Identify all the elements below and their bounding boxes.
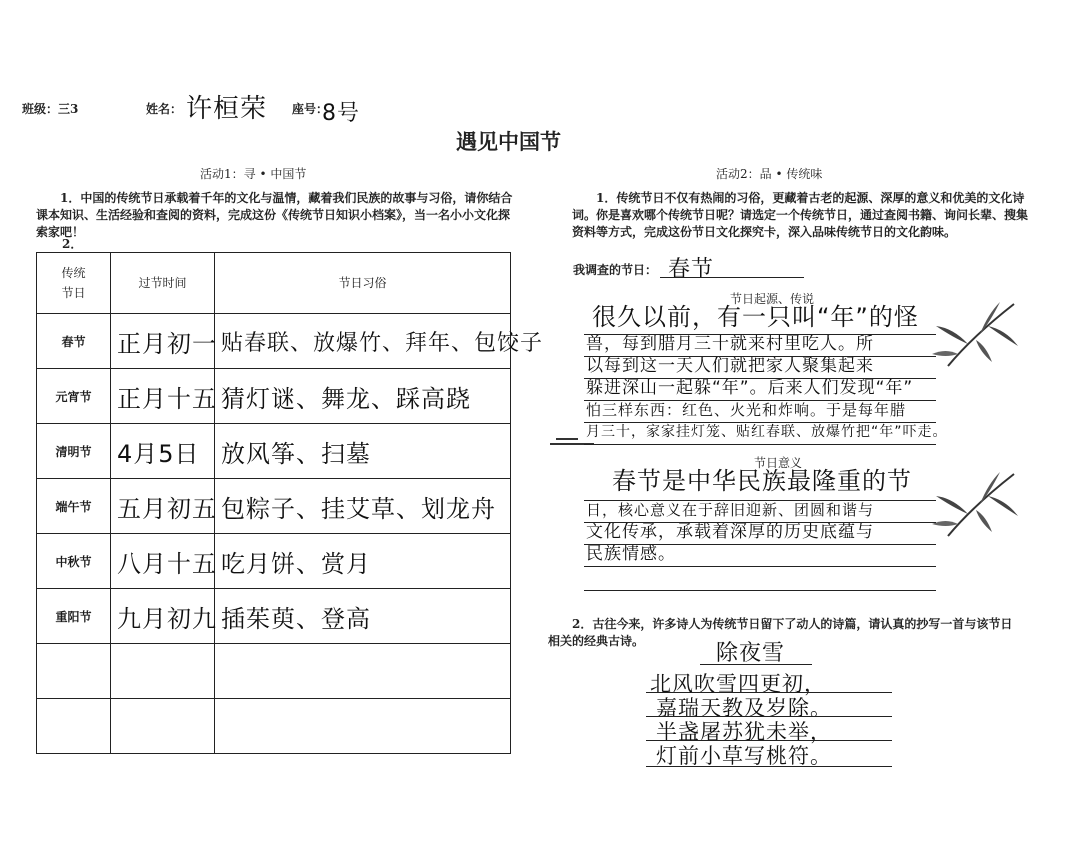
table-row [37, 369, 511, 424]
festival-customs: 插茱萸、登高 [215, 589, 511, 644]
festival-time [111, 644, 215, 699]
activity2-instruction: 1．传统节日不仅有热闹的习俗，更藏着古老的起源、深厚的意义和优美的文化诗词。你是喜欢哪个传统节日呢？请选定一个传统节日，通过查阅书籍、询问长辈、搜集资料等方式，完成这份节日文化探究卡，深入品味传统节日的文化韵味。 [572, 191, 1029, 239]
table-row [37, 424, 511, 479]
festival-name: 中秋节 [37, 534, 111, 589]
festival-customs: 包粽子、挂艾草、划龙舟 [215, 479, 511, 534]
activity1-instruction: 1．中国的传统节日承载着千年的文化与温情，藏着我们民族的故事与习俗，请你结合课本知识、生活经验和查阅的资料，完成这份《传统节日知识小档案》，当一名小小文化探索家吧！ [36, 191, 513, 239]
festival-name: 元宵节 [37, 369, 111, 424]
name-value: 许桓荣 [186, 94, 268, 124]
table-row [37, 534, 511, 589]
festival-table [36, 252, 544, 754]
festival-name: 端午节 [37, 479, 111, 534]
festival-time: 八月十五 [111, 534, 215, 589]
header-customs: 节日习俗 [215, 253, 511, 314]
seat-value: 8号 [322, 101, 360, 126]
class-label: 班级：三3 [22, 102, 79, 116]
page-title: 遇见中国节 [456, 130, 561, 154]
festival-name [37, 699, 111, 754]
festival-customs: 吃月饼、赏月 [215, 534, 511, 589]
festival-customs [215, 699, 511, 754]
origin-line: 月三十，家家挂灯笼、贴红春联、放爆竹把“年”吓走。 [586, 424, 948, 440]
festival-time: 正月十五 [111, 369, 215, 424]
header-time: 过节时间 [111, 253, 215, 314]
activity1-item2: 2． [62, 237, 83, 251]
table-row [37, 699, 511, 754]
festival-name: 春节 [37, 314, 111, 369]
poem-line: 灯前小草写桃符。 [656, 744, 832, 768]
festival-name: 重阳节 [37, 589, 111, 644]
table-row [37, 479, 511, 534]
festival-time [111, 699, 215, 754]
festival-customs [215, 644, 511, 699]
meaning-line: 春节是中华民族最隆重的节 [612, 467, 912, 495]
festival-customs: 贴春联、放爆竹、拜年、包饺子 [215, 314, 511, 369]
activity2-heading: 活动2：品 • 传统味 [716, 167, 823, 181]
meaning-line: 文化传承，承载着深厚的历史底蕴与 [586, 522, 874, 542]
investigate-value: 春节 [668, 257, 715, 282]
meaning-title: 节日意义 [754, 456, 803, 470]
origin-line: 兽，每到腊月三十就来村里吃人。所 [586, 334, 874, 354]
festival-customs: 放风筝、扫墓 [215, 424, 511, 479]
header-festival: 传统 节日 [37, 253, 111, 314]
origin-title: 节日起源、传说 [730, 292, 815, 306]
poem-title: 除夜雪 [716, 641, 786, 666]
poem-line: 嘉瑞天教及岁除。 [656, 696, 832, 720]
activity1-heading: 活动1：寻 • 中国节 [200, 167, 307, 181]
festival-time: 九月初九 [111, 589, 215, 644]
festival-name [37, 644, 111, 699]
festival-time: 正月初一 [111, 314, 215, 369]
name-label: 姓名： [146, 102, 183, 116]
poem-line: 北风吹雪四更初， [650, 672, 826, 696]
poem-line: 半盏屠苏犹未举， [656, 720, 832, 744]
origin-line: 很久以前，有一只叫“年”的怪 [592, 303, 919, 331]
investigate-label: 我调查的节日： [573, 263, 658, 277]
festival-time: 五月初五 [111, 479, 215, 534]
festival-time: 4月5日 [111, 424, 215, 479]
festival-name: 清明节 [37, 424, 111, 479]
seat-label: 座号： [292, 102, 329, 116]
bamboo-decoration-icon [928, 296, 1020, 376]
festival-customs: 猜灯谜、舞龙、踩高跷 [215, 369, 511, 424]
meaning-line: 民族情感。 [586, 544, 676, 564]
origin-line: 怕三样东西：红色、火光和炸响。于是每年腊 [586, 401, 907, 419]
origin-line: 以每到这一天人们就把家人聚集起来 [586, 356, 874, 376]
table-row [37, 314, 511, 369]
investigate-underline [660, 277, 804, 278]
meaning-line: 日，核心意义在于辞旧迎新、团圆和谐与 [586, 501, 875, 519]
origin-line: 躲进深山一起躲“年”。后来人们发现“年” [586, 378, 914, 398]
table-row [37, 589, 511, 644]
poem-instruction: 2．古往今来，许多诗人为传统节日留下了动人的诗篇，请认真的抄写一首与该节日相关的经典古诗。 [548, 617, 1013, 648]
table-header-row [37, 253, 511, 314]
table-row [37, 644, 511, 699]
